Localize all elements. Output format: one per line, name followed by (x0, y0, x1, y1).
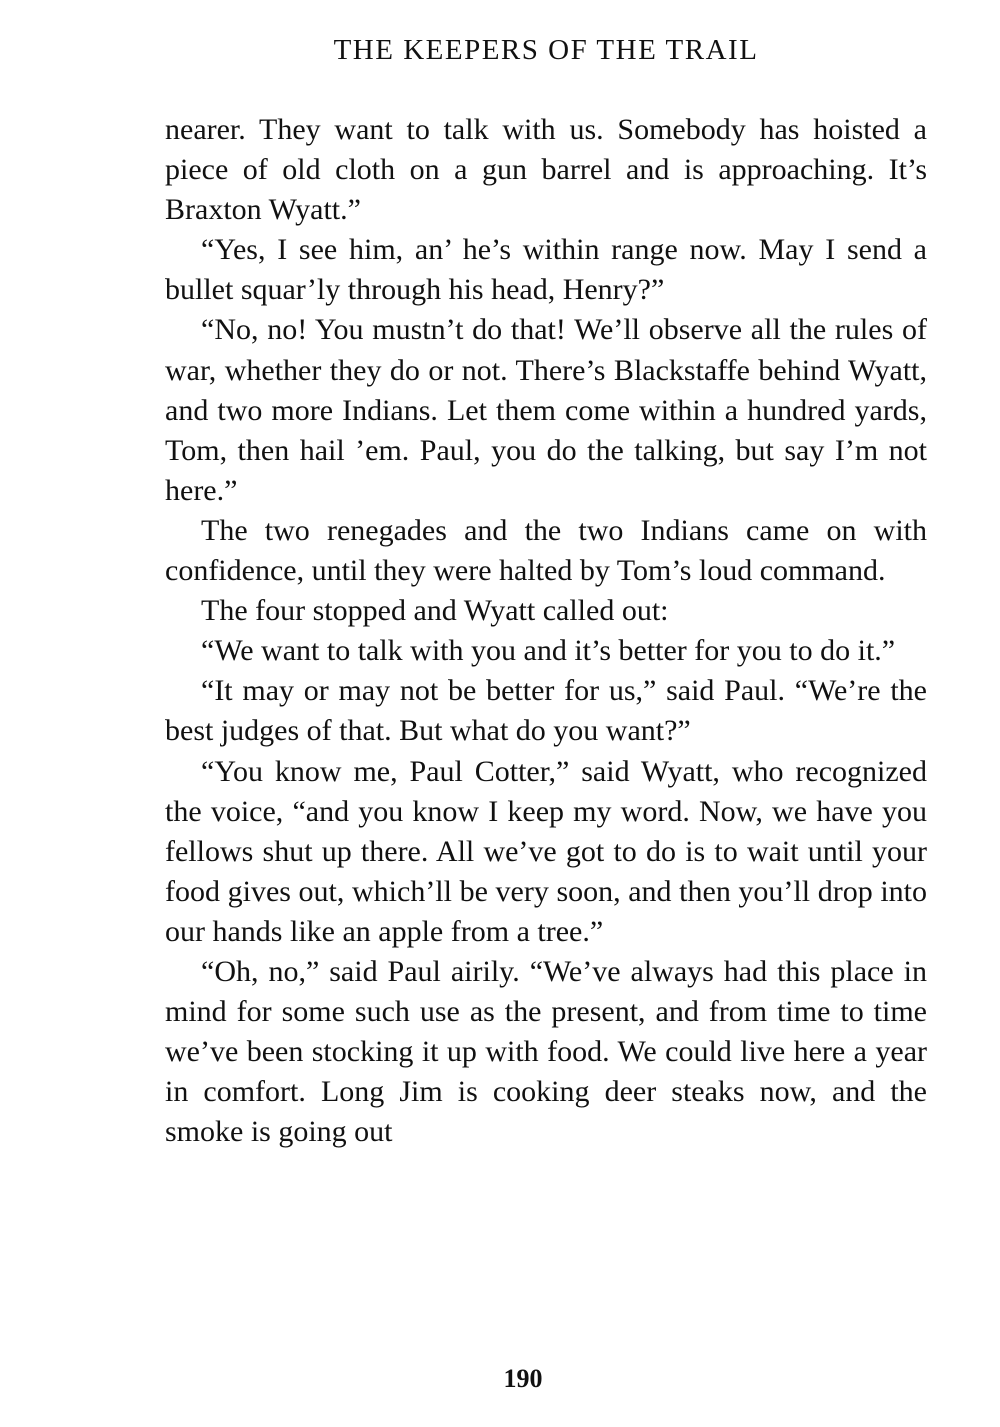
paragraph: “We want to talk with you and it’s better for you to do it.” (201, 634, 896, 668)
page-number: 190 (503, 1364, 543, 1393)
paragraph: “Oh, no,” said Paul airily. “We’ve always had this place in mind for some such use as the present, and from time to time we’ve been stocking it up with food. We could live here a year in comfort. Long Jim is cooking deer steaks now, and the smoke is going out (165, 954, 927, 1149)
paragraph: “It may or may not be better for us,” said Paul. “We’re the best judges of that. But what do you want?” (165, 674, 927, 748)
paragraph: nearer. They want to talk with us. Somebody has hoisted a piece of old cloth on a gun barrel and is approaching. It’s Braxton Wyatt.” (165, 113, 927, 227)
paragraph: “Yes, I see him, an’ he’s within range now. May I send a bullet squar’ly through his head, Henry?” (165, 233, 927, 307)
paragraph: “You know me, Paul Cotter,” said Wyatt, who recognized the voice, “and you know I keep my word. Now, we have you fellows shut up there. All we’ve got to do is to wait until your food gives out, which’ll be very soon, and then you’ll drop into our hands like an apple from a tree.” (165, 754, 927, 948)
body-text (165, 110, 927, 1152)
paragraph: The two renegades and the two Indians came on with confidence, until they were halted by Tom’s loud command. (165, 513, 927, 588)
running-head: THE KEEPERS OF THE TRAIL (333, 34, 759, 66)
paragraph: The four stopped and Wyatt called out: (201, 594, 669, 628)
paragraph: “No, no! You mustn’t do that! We’ll observe all the rules of war, whether they do or not. There’s Blackstaffe behind Wyatt, and two more Indians. Let them come within a hundred yards, Tom, then hail ’em. Paul, you do the talking, but say I’m not here.” (165, 313, 927, 507)
